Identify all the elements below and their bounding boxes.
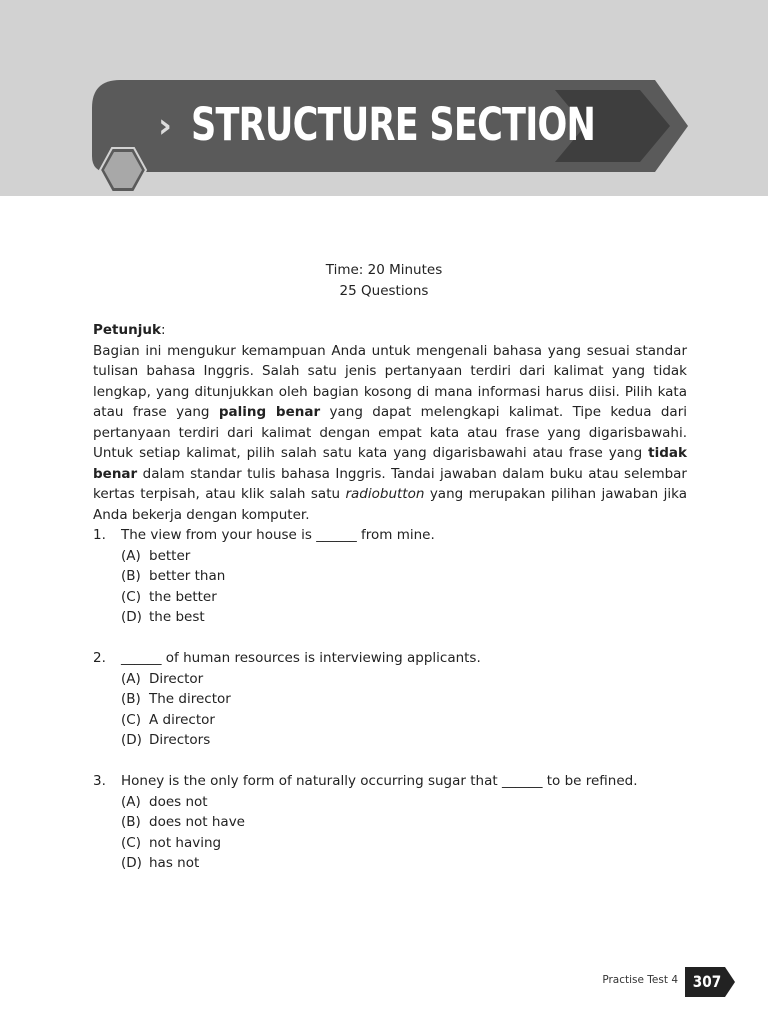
option-text: better [149,547,191,564]
option-letter: (D) [121,609,142,625]
option-letter: (B) [121,568,141,584]
answer-option[interactable] [93,587,693,608]
chevron-right-icon: › [158,106,173,146]
question-stem: The view from your house is ______ from mine. [121,527,435,543]
question-number: 2. [93,650,106,666]
answer-option[interactable] [93,833,693,854]
question-stem: Honey is the only form of naturally occurring sugar that ______ to be refined. [121,773,638,789]
option-letter: (B) [121,814,141,830]
instructions-bold-2: tidak benar [93,445,687,482]
option-letter: (C) [121,711,141,728]
answer-option[interactable] [93,812,693,833]
option-text: Director [149,670,204,687]
option-letter: (D) [121,855,142,871]
answer-option[interactable] [93,546,693,567]
footer-label: Practise Test 4 [602,974,678,986]
instructions-body [93,341,687,526]
option-text: Directors [149,732,211,748]
option-letter: (C) [121,834,141,851]
option-letter: (C) [121,588,141,605]
answer-option[interactable] [93,566,693,587]
section-title: STRUCTURE SECTION [191,98,596,151]
question-count: 25 Questions [339,282,429,299]
option-text: the best [149,609,205,625]
option-text: has not [149,855,200,871]
question-2 [93,648,693,751]
question-3 [93,771,693,874]
time-limit: Time: 20 Minutes [325,262,443,278]
instructions-bold-1: paling benar [218,404,321,420]
option-letter: (A) [121,670,141,687]
question-stem: ______ of human resources is interviewing applicants. [121,650,481,666]
question-number: 1. [93,527,106,543]
instructions-italic: radiobutton [345,486,425,502]
instructions-text-2: yang dapat melengkapi kalimat. Tipe kedua dari pertanyaan terdiri dari kalimat dengan empat kata atau frase yang digarisbawahi. Untuk setiap kalimat, pilih salah satu kata yang digarisbawahi atau frase yang [93,404,687,461]
instructions: Petunjuk: Bagian ini mengukur kemampuan Anda untuk mengenali bahasa yang sesuai standar tulisan bahasa Inggris. Salah satu jenis pertanyaan terdiri dari kalimat yang tidak lengkap, yang ditunjukkan oleh bagian kosong di mana informasi harus diisi. Pilih kata atau frase yang paling benar yang dapat melengkapi kalimat. Tipe kedua dari pertanyaan terdiri dari kalimat dengan empat kata atau frase yang digarisbawahi. Untuk setiap kalimat, pilih salah satu kata yang digarisbawahi atau frase yang tidak benar dalam standar tulis bahasa Inggris. Tandai jawaban dalam buku atau selembar kertas terpisah, atau klik salah satu radiobutton yang merupakan pilihan jawaban jika Anda bekerja dengan komputer. [93,320,687,525]
option-text: A director [149,711,215,728]
option-text: not having [149,834,222,851]
test-meta [0,260,768,301]
instructions-text-4: yang merupakan pilihan jawaban jika Anda bekerja dengan komputer. [93,486,687,523]
option-letter: (A) [121,547,141,564]
option-text: does not have [149,814,245,830]
answer-option[interactable] [93,730,693,751]
answer-option[interactable] [93,669,693,690]
answer-option[interactable] [93,607,693,628]
instructions-text-1: Bagian ini mengukur kemampuan Anda untuk mengenali bahasa yang sesuai standar tulisan bahasa Inggris. Salah satu jenis pertanyaan terdiri dari kalimat yang tidak lengkap, yang ditunjukkan oleh bagian kosong di mana informasi harus diisi. Pilih kata atau frase yang [93,342,687,420]
answer-option[interactable] [93,792,693,813]
option-letter: (D) [121,732,142,748]
section-banner [90,78,690,200]
page-number: 307 [692,972,722,991]
option-text: better than [149,568,226,584]
answer-option[interactable] [93,689,693,710]
option-letter: (B) [121,691,141,707]
option-text: does not [149,793,208,810]
question-number: 3. [93,773,106,789]
question-1 [93,525,693,628]
answer-option[interactable] [93,853,693,874]
instructions-text-3: dalam standar tulis bahasa Inggris. Tandai jawaban dalam buku atau selembar kertas terpisah, atau klik salah satu [93,465,687,502]
option-text: The director [149,691,231,707]
instructions-label: Petunjuk [93,322,161,338]
option-text: the better [149,588,217,605]
answer-option[interactable] [93,710,693,731]
option-letter: (A) [121,793,141,810]
